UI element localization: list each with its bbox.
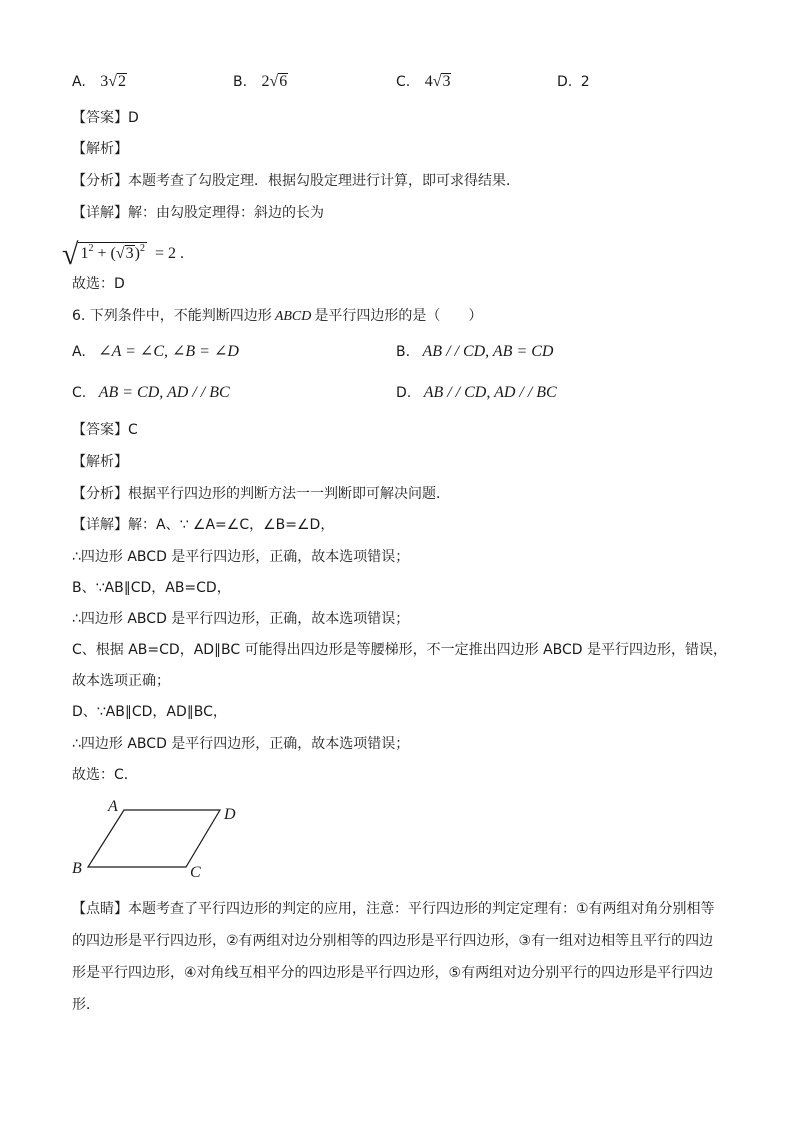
q5-option-a-value: 3√2 xyxy=(100,73,127,90)
q6-dianjing-line-2: 的四边形是平行四边形，②有两组对边分别相等的四边形是平行四边形，③有一组对边相等且平行的四边 xyxy=(72,933,714,949)
q6-xiangjie-line-3: B、∵AB∥CD，AB=CD， xyxy=(72,580,231,596)
q6-dianjing-line-3: 形是平行四边形，④对角线互相平分的四边形是平行四边形，⑤有两组对边分别平行的四边形是平行四边 xyxy=(72,965,714,981)
q6-option-b: B. AB / / CD, AB = CD xyxy=(396,343,554,360)
q6-option-c: C. AB = CD, AD / / BC xyxy=(72,384,230,401)
q6-option-a: A. ∠A = ∠C, ∠B = ∠D xyxy=(72,343,239,360)
q6-dianjing-line-1: 【点睛】本题考查了平行四边形的判定的应用，注意：平行四边形的判定定理有：①有两组对角分别相等 xyxy=(72,901,715,917)
q6-jiexi: 【解析】 xyxy=(72,454,128,470)
q6-answer: 【答案】C xyxy=(72,422,138,438)
vertex-label-c: C xyxy=(190,864,201,881)
q6-option-d: D. AB / / CD, AD / / BC xyxy=(396,384,557,401)
q6-dianjing-line-4: 形． xyxy=(72,997,100,1013)
q6-xiangjie-line-1: 【详解】解：A、∵ ∠A=∠C，∠B=∠D， xyxy=(72,517,335,533)
vertex-label-a: A xyxy=(108,798,118,815)
vertex-label-b: B xyxy=(72,860,82,877)
q6-xiangjie-line-5: C、根据 AB=CD，AD∥BC 可能得出四边形是等腰梯形，不一定推出四边形 ABCD 是平行四边形，错误， xyxy=(72,642,728,658)
q5-jiexi: 【解析】 xyxy=(72,141,128,157)
q5-option-a: A. 3√2 xyxy=(72,73,127,90)
q6-xiangjie-line-6: 故本选项正确； xyxy=(72,673,170,689)
q5-option-b-value: 2√6 xyxy=(261,73,288,90)
q5-formula: √ $1^2 + (√3)^2 = 2$ . xyxy=(62,238,184,271)
parallelogram-figure xyxy=(66,795,256,885)
q6-xiangjie-line-2: ∴四边形 ABCD 是平行四边形，正确，故本选项错误； xyxy=(72,549,410,565)
q5-fenxi: 【分析】本题考查了勾股定理．根据勾股定理进行计算，即可求得结果． xyxy=(72,173,520,189)
q6-xiangjie-line-7: D、∵AB∥CD，AD∥BC， xyxy=(72,704,227,720)
q6-xiangjie-line-9: 故选：C． xyxy=(72,767,138,783)
q6-xiangjie-line-8: ∴四边形 ABCD 是平行四边形，正确，故本选项错误； xyxy=(72,736,410,752)
q5-guxuan: 故选：D xyxy=(72,276,125,292)
q5-xiangjie: 【详解】解：由勾股定理得：斜边的长为 xyxy=(72,205,324,221)
q5-option-c: C. 4√3 xyxy=(396,73,451,90)
vertex-label-d: D xyxy=(224,806,236,823)
parallelogram-shape xyxy=(88,810,220,867)
q6-xiangjie-line-4: ∴四边形 ABCD 是平行四边形，正确，故本选项错误； xyxy=(72,611,410,627)
q5-option-b: B. 2√6 xyxy=(233,73,288,90)
q5-option-c-value: 4√3 xyxy=(424,73,451,90)
q6-stem: 6. 下列条件中，不能判断四边形 ABCD 是平行四边形的是（ ） xyxy=(72,308,483,324)
q5-option-d: D. 2 xyxy=(557,74,590,90)
q5-answer: 【答案】D xyxy=(72,110,139,126)
q6-fenxi: 【分析】根据平行四边形的判断方法一一判断即可解决问题． xyxy=(72,486,450,502)
